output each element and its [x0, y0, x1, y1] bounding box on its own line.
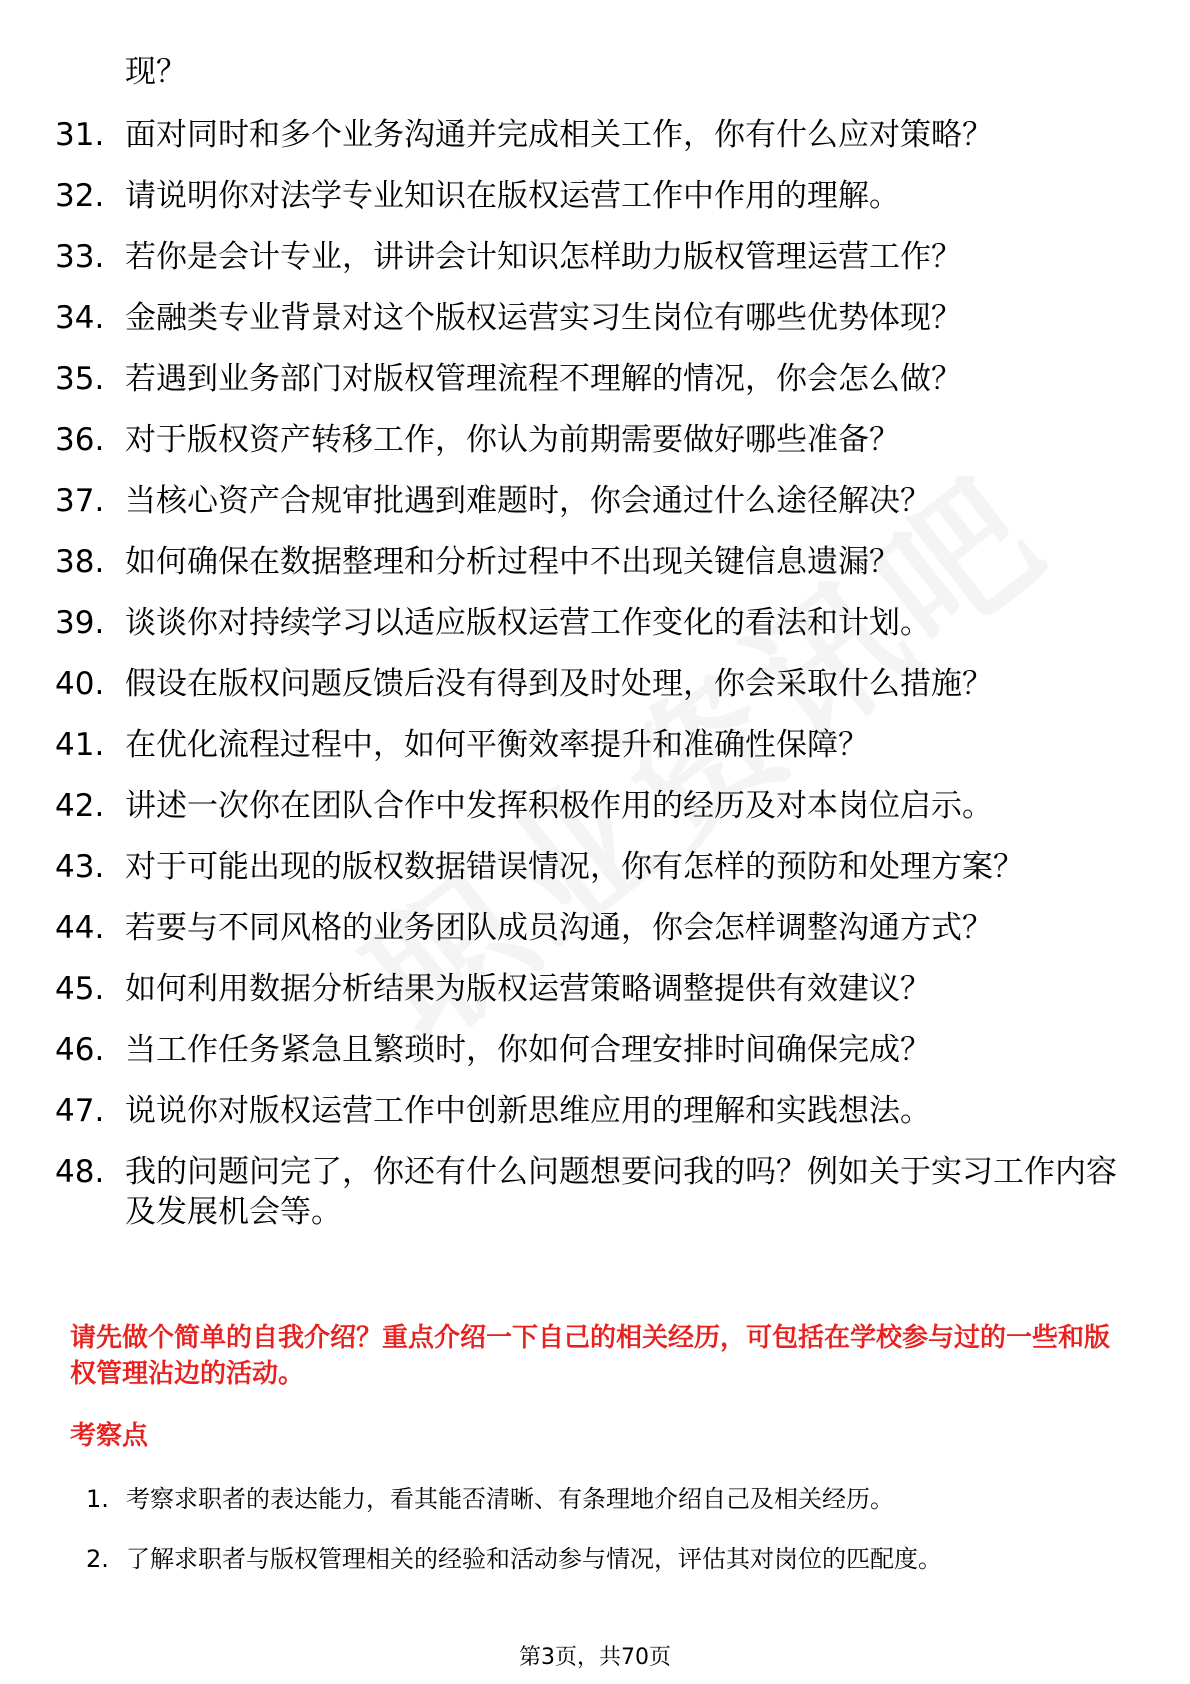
question-item: [55, 420, 1135, 460]
question-number: 42.: [55, 788, 105, 824]
question-text: 说说你对版权运营工作中创新思维应用的理解和实践想法。: [125, 1093, 931, 1129]
question-item: [55, 298, 1135, 338]
section-title: 考察点: [70, 1421, 149, 1451]
question-number: 34.: [55, 300, 105, 336]
question-number: 44.: [55, 910, 105, 946]
question-number: 37.: [55, 483, 105, 519]
question-text: 假设在版权问题反馈后没有得到及时处理，你会采取什么措施？: [125, 666, 993, 702]
question-number: 40.: [55, 666, 105, 702]
question-number: 47.: [55, 1093, 105, 1129]
question-item: [55, 603, 1135, 643]
question-number: 38.: [55, 544, 105, 580]
highlight-question: 请先做个简单的自我介绍？重点介绍一下自己的相关经历，可包括在学校参与过的一些和版权管理沾边的活动。: [70, 1323, 1111, 1389]
question-item: [55, 481, 1135, 521]
question-item: [55, 664, 1135, 704]
question-number: 36.: [55, 422, 105, 458]
question-text: 谈谈你对持续学习以适应版权运营工作变化的看法和计划。: [125, 605, 931, 641]
question-number: 43.: [55, 849, 105, 885]
question-number: 46.: [55, 1032, 105, 1068]
question-text: 如何利用数据分析结果为版权运营策略调整提供有效建议？: [125, 971, 931, 1007]
question-number: 31.: [55, 117, 105, 153]
question-item: [55, 237, 1135, 277]
question-number: 45.: [55, 971, 105, 1007]
points-list: [86, 1482, 1146, 1602]
question-list: [55, 115, 1135, 1253]
question-item: [55, 542, 1135, 582]
question-text: 金融类专业背景对这个版权运营实习生岗位有哪些优势体现？: [125, 300, 962, 336]
question-item: [55, 786, 1135, 826]
page-footer: 第3页，共70页: [519, 1645, 671, 1670]
question-item: [55, 908, 1135, 948]
question-item: [55, 176, 1135, 216]
point-item: [86, 1482, 1146, 1516]
question-number: 41.: [55, 727, 105, 763]
point-number: 1.: [86, 1485, 109, 1513]
question-item: [55, 359, 1135, 399]
question-text: 若遇到业务部门对版权管理流程不理解的情况，你会怎么做？: [125, 361, 962, 397]
question-text: 若要与不同风格的业务团队成员沟通，你会怎样调整沟通方式？: [125, 910, 993, 946]
question-text: 当工作任务紧急且繁琐时，你如何合理安排时间确保完成？: [125, 1032, 931, 1068]
question-number: 39.: [55, 605, 105, 641]
point-number: 2.: [86, 1545, 109, 1573]
question-text: 请说明你对法学专业知识在版权运营工作中作用的理解。: [125, 178, 900, 214]
question-text: 讲述一次你在团队合作中发挥积极作用的经历及对本岗位启示。: [125, 788, 993, 824]
question-item: [55, 969, 1135, 1009]
question-text: 面对同时和多个业务沟通并完成相关工作，你有什么应对策略？: [125, 117, 993, 153]
question-number: 32.: [55, 178, 105, 214]
question-text: 若你是会计专业，讲讲会计知识怎样助力版权管理运营工作？: [125, 239, 962, 275]
point-text: 了解求职者与版权管理相关的经验和活动参与情况，评估其对岗位的匹配度。: [126, 1545, 942, 1573]
question-item: [55, 115, 1135, 155]
question-text: 我的问题问完了，你还有什么问题想要问我的吗？例如关于实习工作内容及发展机会等。: [125, 1154, 1117, 1230]
question-number: 35.: [55, 361, 105, 397]
question-item: [55, 1091, 1135, 1131]
point-item: [86, 1542, 1146, 1576]
continued-text: 现？: [125, 54, 187, 90]
question-text: 对于可能出现的版权数据错误情况，你有怎样的预防和处理方案？: [125, 849, 1024, 885]
question-number: 48.: [55, 1154, 105, 1190]
question-text: 在优化流程过程中，如何平衡效率提升和准确性保障？: [125, 727, 869, 763]
question-number: 33.: [55, 239, 105, 275]
question-item: [55, 1152, 1135, 1232]
question-item: [55, 725, 1135, 765]
question-item: [55, 847, 1135, 887]
question-text: 如何确保在数据整理和分析过程中不出现关键信息遗漏？: [125, 544, 900, 580]
point-text: 考察求职者的表达能力，看其能否清晰、有条理地介绍自己及相关经历。: [126, 1485, 894, 1513]
question-text: 当核心资产合规审批遇到难题时，你会通过什么途径解决？: [125, 483, 931, 519]
question-text: 对于版权资产转移工作，你认为前期需要做好哪些准备？: [125, 422, 900, 458]
question-item: [55, 1030, 1135, 1070]
